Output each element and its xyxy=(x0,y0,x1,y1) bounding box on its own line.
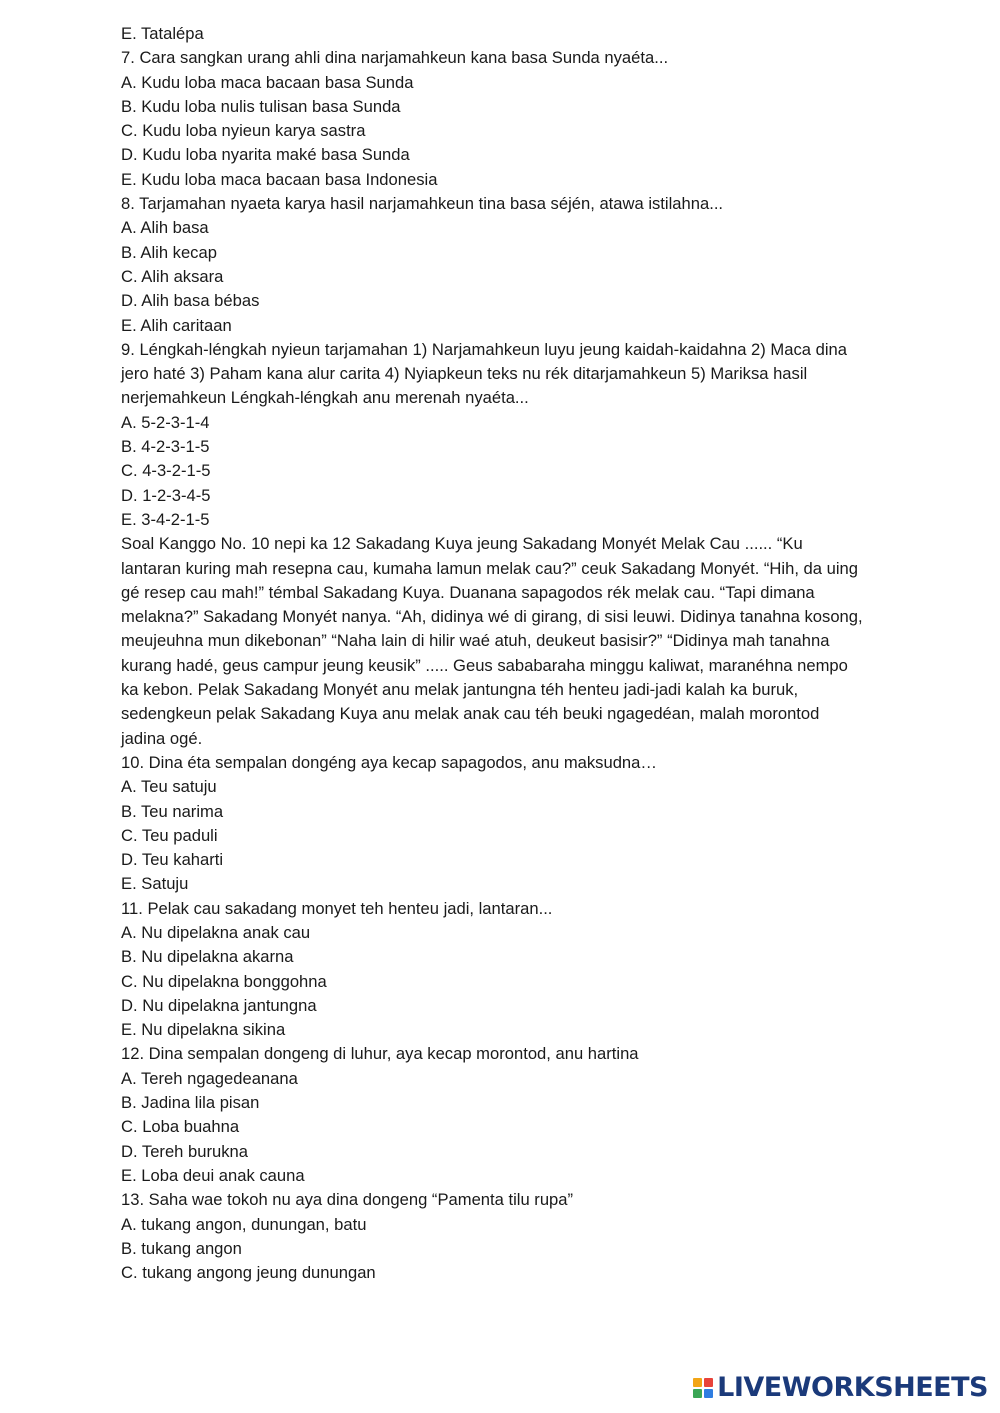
logo-square xyxy=(693,1389,702,1398)
text-line: D. Kudu loba nyarita maké basa Sunda xyxy=(121,145,410,165)
text-line: C. 4-3-2-1-5 xyxy=(121,461,211,481)
text-line: 11. Pelak cau sakadang monyet teh henteu jadi, lantaran... xyxy=(121,898,553,918)
text-line: C. tukang angong jeung dunungan xyxy=(121,1263,376,1283)
text-line: A. 5-2-3-1-4 xyxy=(121,412,210,432)
text-line: 7. Cara sangkan urang ahli dina narjamahkeun kana basa Sunda nyaéta... xyxy=(121,48,669,68)
logo-square xyxy=(693,1378,702,1387)
text-line: A. Nu dipelakna anak cau xyxy=(121,922,311,942)
text-line: C. Nu dipelakna bonggohna xyxy=(121,971,327,991)
text-line: 13. Saha wae tokoh nu aya dina dongeng “Pamenta tilu rupa” xyxy=(121,1190,574,1210)
text-line: C. Loba buahna xyxy=(121,1117,240,1137)
text-line: B. Teu narima xyxy=(121,801,224,821)
logo-text: LIVEWORKSHEETS xyxy=(717,1372,988,1403)
text-line: E. Loba deui anak cauna xyxy=(121,1165,305,1185)
text-line: A. Teu satuju xyxy=(121,777,217,797)
text-line: E. Tatalépa xyxy=(121,24,204,43)
text-line: C. Alih aksara xyxy=(121,266,224,286)
text-line: E. Kudu loba maca bacaan basa Indonesia xyxy=(121,169,438,189)
text-line: C. Teu paduli xyxy=(121,825,218,845)
text-line: E. Nu dipelakna sikina xyxy=(121,1020,286,1040)
text-line: E. Satuju xyxy=(121,874,189,894)
text-line: A. Kudu loba maca bacaan basa Sunda xyxy=(121,72,414,92)
text-paragraph: Soal Kanggo No. 10 nepi ka 12 Sakadang Kuya jeung Sakadang Monyét Melak Cau ...... “Ku lantaran kuring mah resepna cau, kumaha lamun melak cau?” ceuk Sakadang Monyét. “Hih, da uing gé resep cau mah!” témbal Sakadang Kuya. Duanana sapagodos rék melak cau. “Tapi dimana melakna?” Sakadang Monyét nanya. “Ah, didinya wé di girang, di sisi leuwi. Didinya tanahna kosong, meujeuhna mun dikebonan” “Naha lain di hilir waé atuh, deukeut basisir?” “Didinya mah tanahna kurang hadé, geus campur jeung keusik” ..... Geus sababaraha minggu kaliwat, maranéhna nempo ka kebon. Pelak Sakadang Monyét anu melak jantungna téh henteu jadi-jadi kalah ka buruk, sedengkeun pelak Sakadang Kuya anu melak anak cau téh beuki ngagedéan, malah morontod jadina ogé. xyxy=(121,534,863,748)
text-line: A. Alih basa xyxy=(121,218,209,238)
worksheet-content xyxy=(121,22,866,1285)
text-line: E. Alih caritaan xyxy=(121,315,232,335)
logo-square xyxy=(704,1389,713,1398)
text-line: B. Alih kecap xyxy=(121,242,217,262)
text-paragraph: 9. Léngkah-léngkah nyieun tarjamahan 1) Narjamahkeun luyu jeung kaidah-kaidahna 2) Maca dina jero haté 3) Paham kana alur carita 4) Nyiapkeun teks nu rék ditarjamahkeun 5) Mariksa hasil nerjemahkeun Léngkah-léngkah anu merenah nyaéta... xyxy=(121,339,847,408)
text-line: E. 3-4-2-1-5 xyxy=(121,509,210,529)
text-line: D. Nu dipelakna jantungna xyxy=(121,995,317,1015)
text-line: B. Kudu loba nulis tulisan basa Sunda xyxy=(121,96,401,116)
text-line: B. 4-2-3-1-5 xyxy=(121,437,210,457)
text-line: C. Kudu loba nyieun karya sastra xyxy=(121,121,366,141)
liveworksheets-logo xyxy=(693,1372,988,1403)
text-line: D. 1-2-3-4-5 xyxy=(121,485,211,505)
logo-square xyxy=(704,1378,713,1387)
text-line: D. Teu kaharti xyxy=(121,850,224,870)
logo-mark-icon xyxy=(693,1378,713,1398)
text-line: 8. Tarjamahan nyaeta karya hasil narjamahkeun tina basa séjén, atawa istilahna... xyxy=(121,194,724,214)
text-line: B. tukang angon xyxy=(121,1238,242,1258)
text-line: A. tukang angon, dunungan, batu xyxy=(121,1214,367,1234)
text-line: D. Tereh burukna xyxy=(121,1141,248,1161)
text-line: A. Tereh ngagedeanana xyxy=(121,1068,298,1088)
text-line: D. Alih basa bébas xyxy=(121,291,260,311)
text-line: B. Nu dipelakna akarna xyxy=(121,947,294,967)
text-line: 12. Dina sempalan dongeng di luhur, aya kecap morontod, anu hartina xyxy=(121,1044,639,1064)
text-line: 10. Dina éta sempalan dongéng aya kecap sapagodos, anu maksudna… xyxy=(121,752,657,772)
text-line: B. Jadina lila pisan xyxy=(121,1093,260,1113)
